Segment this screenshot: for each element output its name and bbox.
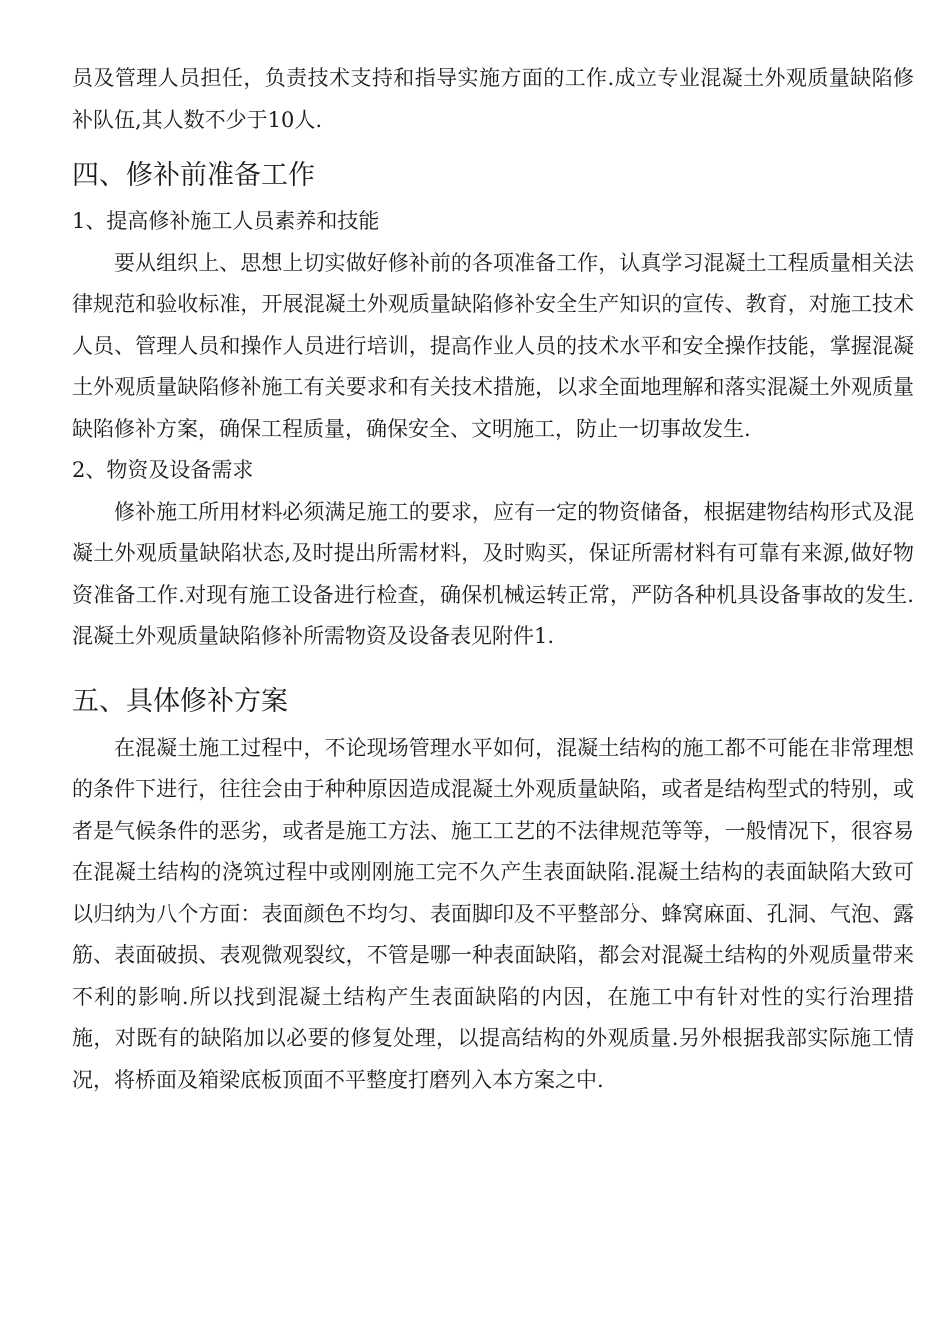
- section-five-heading: 五、具体修补方案: [72, 685, 288, 717]
- subsection-2-paragraph: 修补施工所用材料必须满足施工的要求，应有一定的物资储备，根据建物结构形式及混凝土外观质量缺陷状态,及时提出所需材料，及时购买，保证所需材料有可靠有来源,做好物资准备工作.对现有施工设备进行检查，确保机械运转正常，严防各种机具设备事故的发生.混凝土外观质量缺陷修补所需物资及设备表见附件1.: [72, 499, 914, 648]
- document-page: [72, 58, 914, 1101]
- section-four-heading: 四、修补前准备工作: [72, 160, 315, 191]
- section-five-paragraph: 在混凝土施工过程中，不论现场管理水平如何，混凝土结构的施工都不可能在非常理想的条件下进行，往往会由于种种原因造成混凝土外观质量缺陷，或者是结构型式的特别，或者是气候条件的恶劣，或者是施工方法、施工工艺的不法律规范等等，一般情况下，很容易在混凝土结构的浇筑过程中或刚刚施工完不久产生表面缺陷.混凝土结构的表面缺陷大致可以归纳为八个方面：表面颜色不均匀、表面脚印及不平整部分、蜂窝麻面、孔洞、气泡、露筋、表面破损、表观微观裂纹，不管是哪一种表面缺陷，都会对混凝土结构的外观质量带来不利的影响.所以找到混凝土结构产生表面缺陷的内因，在施工中有针对性的实行治理措施，对既有的缺陷加以必要的修复处理，以提高结构的外观质量.另外根据我部实际施工情况，将桥面及箱梁底板顶面不平整度打磨列入本方案之中.: [72, 735, 914, 1092]
- subsection-1-paragraph: 要从组织上、思想上切实做好修补前的各项准备工作，认真学习混凝土工程质量相关法律规范和验收标准，开展混凝土外观质量缺陷修补安全生产知识的宣传、教育，对施工技术人员、管理人员和操作人员进行培训，提高作业人员的技术水平和安全操作技能，掌握混凝土外观质量缺陷修补施工有关要求和有关技术措施，以求全面地理解和落实混凝土外观质量缺陷修补方案，确保工程质量，确保安全、文明施工，防止一切事故发生.: [72, 250, 914, 441]
- intro-paragraph: 员及管理人员担任，负责技术支持和指导实施方面的工作.成立专业混凝土外观质量缺陷修补队伍,其人数不少于10人.: [72, 66, 914, 132]
- subsection-2-heading: 2、物资及设备需求: [72, 458, 254, 482]
- subsection-1-heading: 1、提高修补施工人员素养和技能: [72, 209, 380, 233]
